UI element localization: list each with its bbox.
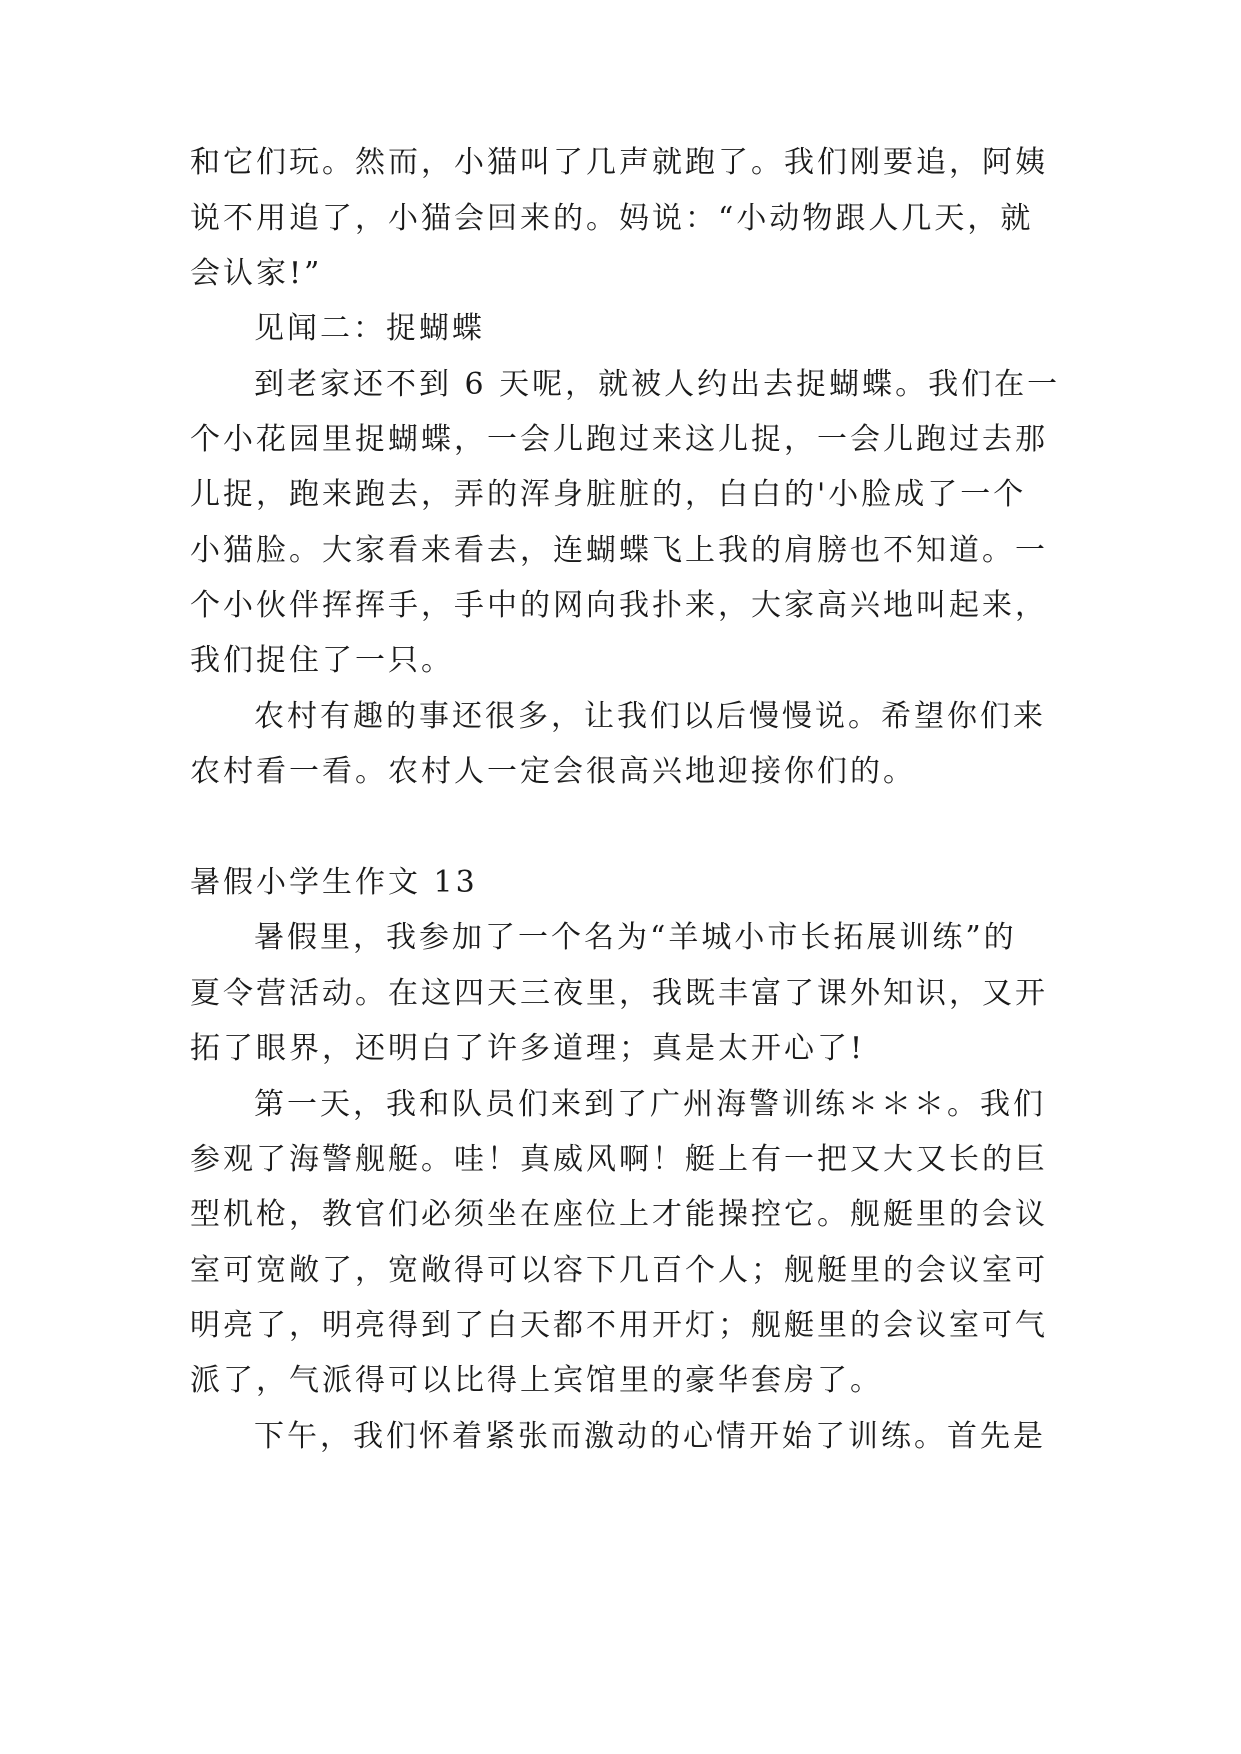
body-line: 下午，我们怀着紧张而激动的心情开始了训练。首先是 <box>254 1419 1046 1454</box>
body-line: 室可宽敞了，宽敞得可以容下几百个人；舰艇里的会议室可 <box>190 1253 1048 1288</box>
body-line: 个小伙伴挥挥手，手中的网向我扑来，大家高兴地叫起来， <box>190 588 1048 623</box>
section-heading: 见闻二：捉蝴蝶 <box>254 311 485 346</box>
body-line: 农村看一看。农村人一定会很高兴地迎接你们的。 <box>190 754 916 789</box>
body-line: 第一天，我和队员们来到了广州海警训练＊＊＊。我们 <box>254 1087 1046 1122</box>
body-line: 说不用追了，小猫会回来的。妈说：“小动物跟人几天，就 <box>190 201 1034 236</box>
body-line: 个小花园里捉蝴蝶，一会儿跑过来这儿捉，一会儿跑过去那 <box>190 422 1048 457</box>
body-line: 小猫脸。大家看来看去，连蝴蝶飞上我的肩膀也不知道。一 <box>190 533 1048 568</box>
body-line: 夏令营活动。在这四天三夜里，我既丰富了课外知识，又开 <box>190 976 1048 1011</box>
body-line: 型机枪，教官们必须坐在座位上才能操控它。舰艇里的会议 <box>190 1197 1048 1232</box>
body-line: 和它们玩。然而，小猫叫了几声就跑了。我们刚要追，阿姨 <box>190 145 1048 180</box>
body-line: 农村有趣的事还很多，让我们以后慢慢说。希望你们来 <box>254 699 1046 734</box>
body-line: 我们捉住了一只。 <box>190 643 454 678</box>
essay-title: 暑假小学生作文 13 <box>190 865 478 900</box>
body-line: 会认家!” <box>190 256 323 291</box>
body-line: 派了，气派得可以比得上宾馆里的豪华套房了。 <box>190 1363 883 1398</box>
body-line: 到老家还不到 6 天呢，就被人约出去捉蝴蝶。我们在一 <box>254 367 1061 402</box>
body-line: 儿捉，跑来跑去，弄的浑身脏脏的，白白的'小脸成了一个 <box>190 477 1027 512</box>
body-line: 拓了眼界，还明白了许多道理；真是太开心了! <box>190 1031 866 1066</box>
body-line: 暑假里，我参加了一个名为“羊城小市长拓展训练”的 <box>254 920 1017 955</box>
body-line: 参观了海警舰艇。哇！真威风啊！艇上有一把又大又长的巨 <box>190 1142 1048 1177</box>
body-line: 明亮了，明亮得到了白天都不用开灯；舰艇里的会议室可气 <box>190 1308 1048 1343</box>
